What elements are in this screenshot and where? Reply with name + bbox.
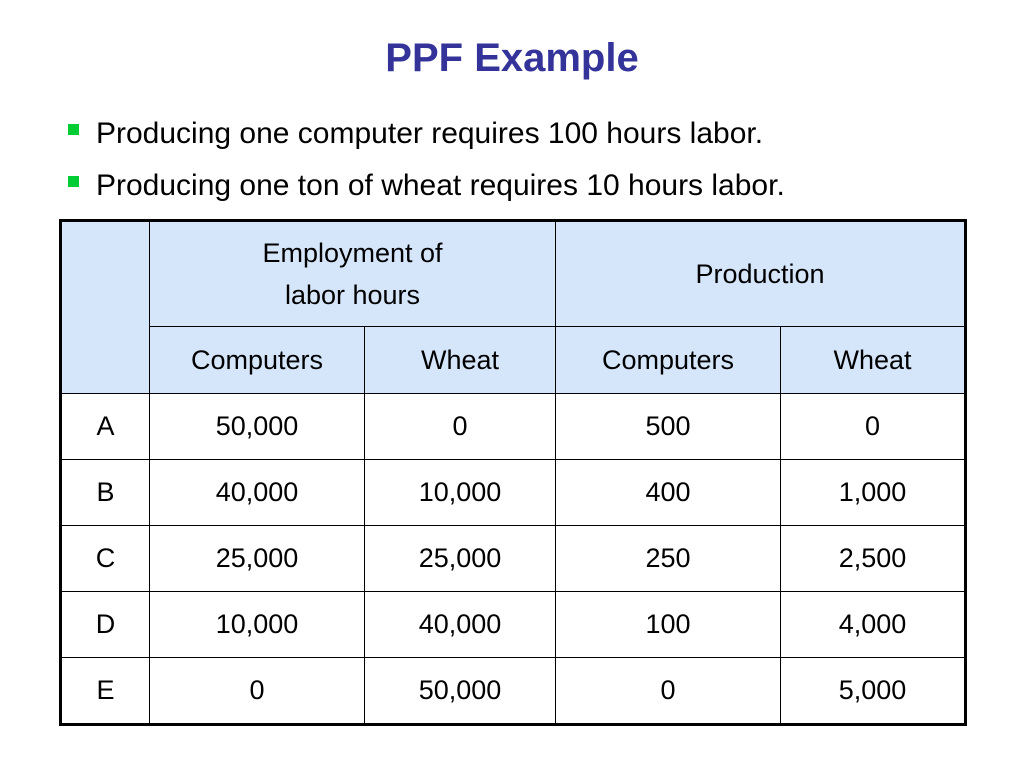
bullet-item — [64, 160, 785, 212]
row-label: D — [61, 592, 150, 658]
header-row-subcolumns — [61, 327, 966, 394]
slide-title: PPF Example — [385, 36, 639, 80]
table-row — [61, 460, 966, 526]
ppf-table — [59, 219, 967, 726]
employment-header-line-1: Employment of — [262, 238, 443, 268]
cell-production-wheat: 5,000 — [781, 658, 966, 725]
cell-production-computers: 100 — [556, 592, 781, 658]
cell-production-computers: 400 — [556, 460, 781, 526]
table-row — [61, 394, 966, 460]
cell-employment-computers: 40,000 — [150, 460, 365, 526]
production-group-header: Production — [556, 221, 966, 327]
cell-employment-computers: 10,000 — [150, 592, 365, 658]
square-bullet-icon — [68, 176, 79, 187]
cell-employment-wheat: 50,000 — [365, 658, 556, 725]
subheader-employment-computers: Computers — [150, 327, 365, 394]
table-row — [61, 658, 966, 725]
bullet-text: Producing one computer requires 100 hours labor. — [96, 117, 764, 150]
subheader-production-computers: Computers — [556, 327, 781, 394]
cell-employment-computers: 0 — [150, 658, 365, 725]
bullet-text: Producing one ton of wheat requires 10 hours labor. — [96, 169, 785, 202]
cell-employment-wheat: 40,000 — [365, 592, 556, 658]
table-row — [61, 526, 966, 592]
cell-production-computers: 0 — [556, 658, 781, 725]
row-label: B — [61, 460, 150, 526]
cell-employment-computers: 50,000 — [150, 394, 365, 460]
subheader-production-wheat: Wheat — [781, 327, 966, 394]
row-label: A — [61, 394, 150, 460]
employment-header-line-2: labor hours — [284, 280, 421, 310]
cell-production-wheat: 4,000 — [781, 592, 966, 658]
cell-production-computers: 250 — [556, 526, 781, 592]
ppf-table-container — [59, 219, 967, 726]
cell-production-wheat: 2,500 — [781, 526, 966, 592]
cell-production-computers: 500 — [556, 394, 781, 460]
cell-employment-computers: 25,000 — [150, 526, 365, 592]
subheader-employment-wheat: Wheat — [365, 327, 556, 394]
row-label: C — [61, 526, 150, 592]
corner-header-cell — [61, 221, 150, 394]
cell-production-wheat: 1,000 — [781, 460, 966, 526]
header-row-groups — [61, 221, 966, 327]
cell-employment-wheat: 10,000 — [365, 460, 556, 526]
bullet-item — [64, 108, 785, 160]
cell-employment-wheat: 0 — [365, 394, 556, 460]
employment-group-header — [150, 221, 556, 327]
cell-production-wheat: 0 — [781, 394, 966, 460]
bullet-list — [64, 108, 785, 212]
square-bullet-icon — [68, 124, 79, 135]
table-row — [61, 592, 966, 658]
cell-employment-wheat: 25,000 — [365, 526, 556, 592]
row-label: E — [61, 658, 150, 725]
